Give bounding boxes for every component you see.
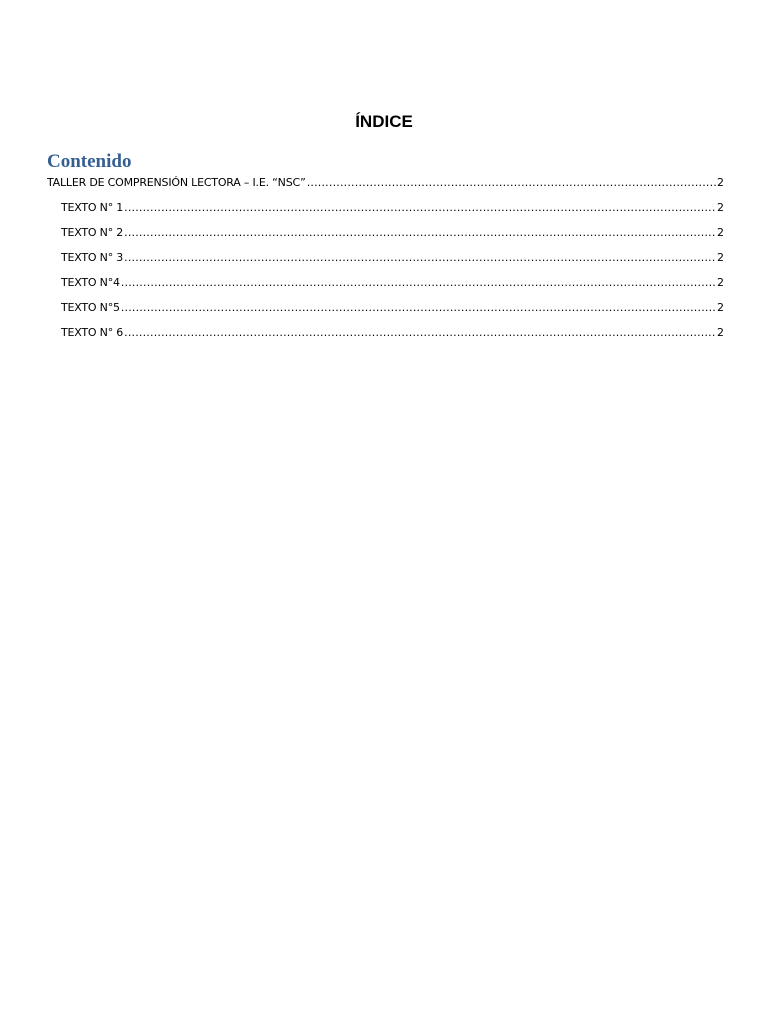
toc-entry-taller[interactable] <box>47 172 724 197</box>
toc-entry-label: TEXTO N°4 <box>61 276 120 289</box>
toc-entry-label: TALLER DE COMPRENSIÓN LECTORA – I.E. “NSC” <box>47 176 306 189</box>
toc-entry-texto-2[interactable] <box>47 222 724 247</box>
toc-entry-page: 2 <box>717 226 724 239</box>
toc-dot-leader <box>124 197 716 219</box>
table-of-contents <box>47 172 724 347</box>
toc-dot-leader <box>307 172 716 194</box>
toc-entry-page: 2 <box>717 176 724 189</box>
toc-dot-leader <box>124 322 716 344</box>
toc-entry-texto-4[interactable] <box>47 272 724 297</box>
toc-entry-page: 2 <box>717 251 724 264</box>
toc-entry-texto-3[interactable] <box>47 247 724 272</box>
toc-entry-label: TEXTO N° 1 <box>61 201 124 214</box>
toc-entry-label: TEXTO N° 2 <box>61 226 124 239</box>
toc-entry-label: TEXTO N° 3 <box>61 251 124 264</box>
page-title: ÍNDICE <box>355 112 413 131</box>
toc-heading: Contenido <box>47 151 132 172</box>
toc-entry-page: 2 <box>717 326 724 339</box>
toc-entry-label: TEXTO N°5 <box>61 301 120 314</box>
toc-dot-leader <box>121 272 716 294</box>
toc-dot-leader <box>121 297 716 319</box>
toc-entry-label: TEXTO N° 6 <box>61 326 124 339</box>
toc-dot-leader <box>124 247 716 269</box>
toc-entry-texto-1[interactable] <box>47 197 724 222</box>
toc-entry-texto-5[interactable] <box>47 297 724 322</box>
toc-dot-leader <box>124 222 716 244</box>
toc-entry-page: 2 <box>717 201 724 214</box>
toc-entry-texto-6[interactable] <box>47 322 724 347</box>
toc-entry-page: 2 <box>717 276 724 289</box>
toc-entry-page: 2 <box>717 301 724 314</box>
